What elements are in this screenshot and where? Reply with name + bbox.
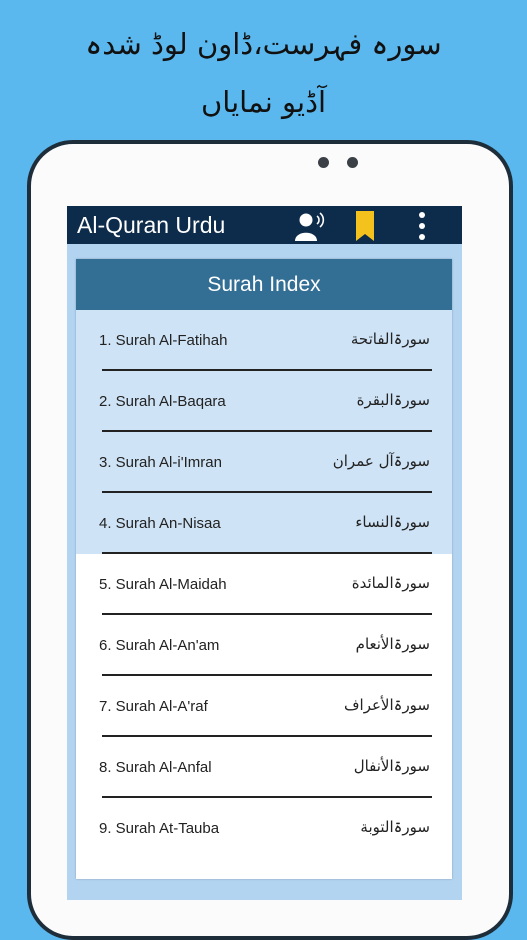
camera-dot (318, 157, 329, 168)
more-vert-icon[interactable] (416, 211, 428, 241)
surah-arabic-name: سورۃالبقرة (356, 391, 430, 409)
surah-list-item[interactable] (76, 554, 452, 615)
surah-name: 5. Surah Al-Maidah (99, 576, 227, 593)
surah-arabic-name: سورۃالأنفال (353, 757, 430, 775)
app-title: Al-Quran Urdu (77, 212, 226, 238)
surah-name: 8. Surah Al-Anfal (99, 759, 212, 776)
surah-arabic-name: سورۃالتوبة (360, 818, 430, 836)
surah-list-item[interactable] (76, 310, 452, 371)
surah-list-item[interactable] (76, 432, 452, 493)
surah-index-card (76, 259, 452, 879)
app-screen (67, 206, 462, 900)
app-bar (67, 206, 462, 244)
surah-name: 1. Surah Al-Fatihah (99, 332, 228, 349)
camera-dot (347, 157, 358, 168)
promo-line-2: آڈیو نمایاں (200, 85, 327, 119)
surah-list-item[interactable] (76, 737, 452, 798)
surah-name: 3. Surah Al-i'Imran (99, 454, 222, 471)
surah-name: 4. Surah An-Nisaa (99, 515, 221, 532)
surah-list-item[interactable] (76, 371, 452, 432)
surah-arabic-name: سورۃآل عمران (332, 452, 430, 470)
surah-name: 7. Surah Al-A'raf (99, 698, 208, 715)
index-header: Surah Index (76, 259, 452, 310)
surah-list-item[interactable] (76, 493, 452, 554)
surah-name: 9. Surah At-Tauba (99, 820, 220, 837)
promo-line-1: سورہ فہرست،ڈاون لوڈ شدہ (85, 27, 442, 61)
surah-arabic-name: سورۃالنساء (355, 513, 430, 531)
surah-name: 6. Surah Al-An'am (99, 637, 220, 654)
surah-arabic-name: سورۃالأعراف (343, 696, 430, 714)
bookmark-icon[interactable] (354, 210, 376, 242)
surah-arabic-name: سورۃالمائدة (351, 574, 430, 592)
surah-list-item[interactable] (76, 615, 452, 676)
surah-list-item[interactable] (76, 676, 452, 737)
surah-arabic-name: سورۃالأنعام (355, 635, 430, 653)
surah-arabic-name: سورۃالفاتحة (350, 330, 430, 348)
surah-list-item[interactable] (76, 798, 452, 859)
content-panel (67, 244, 462, 900)
person-audio-icon[interactable] (294, 210, 326, 242)
surah-name: 2. Surah Al-Baqara (99, 393, 226, 410)
